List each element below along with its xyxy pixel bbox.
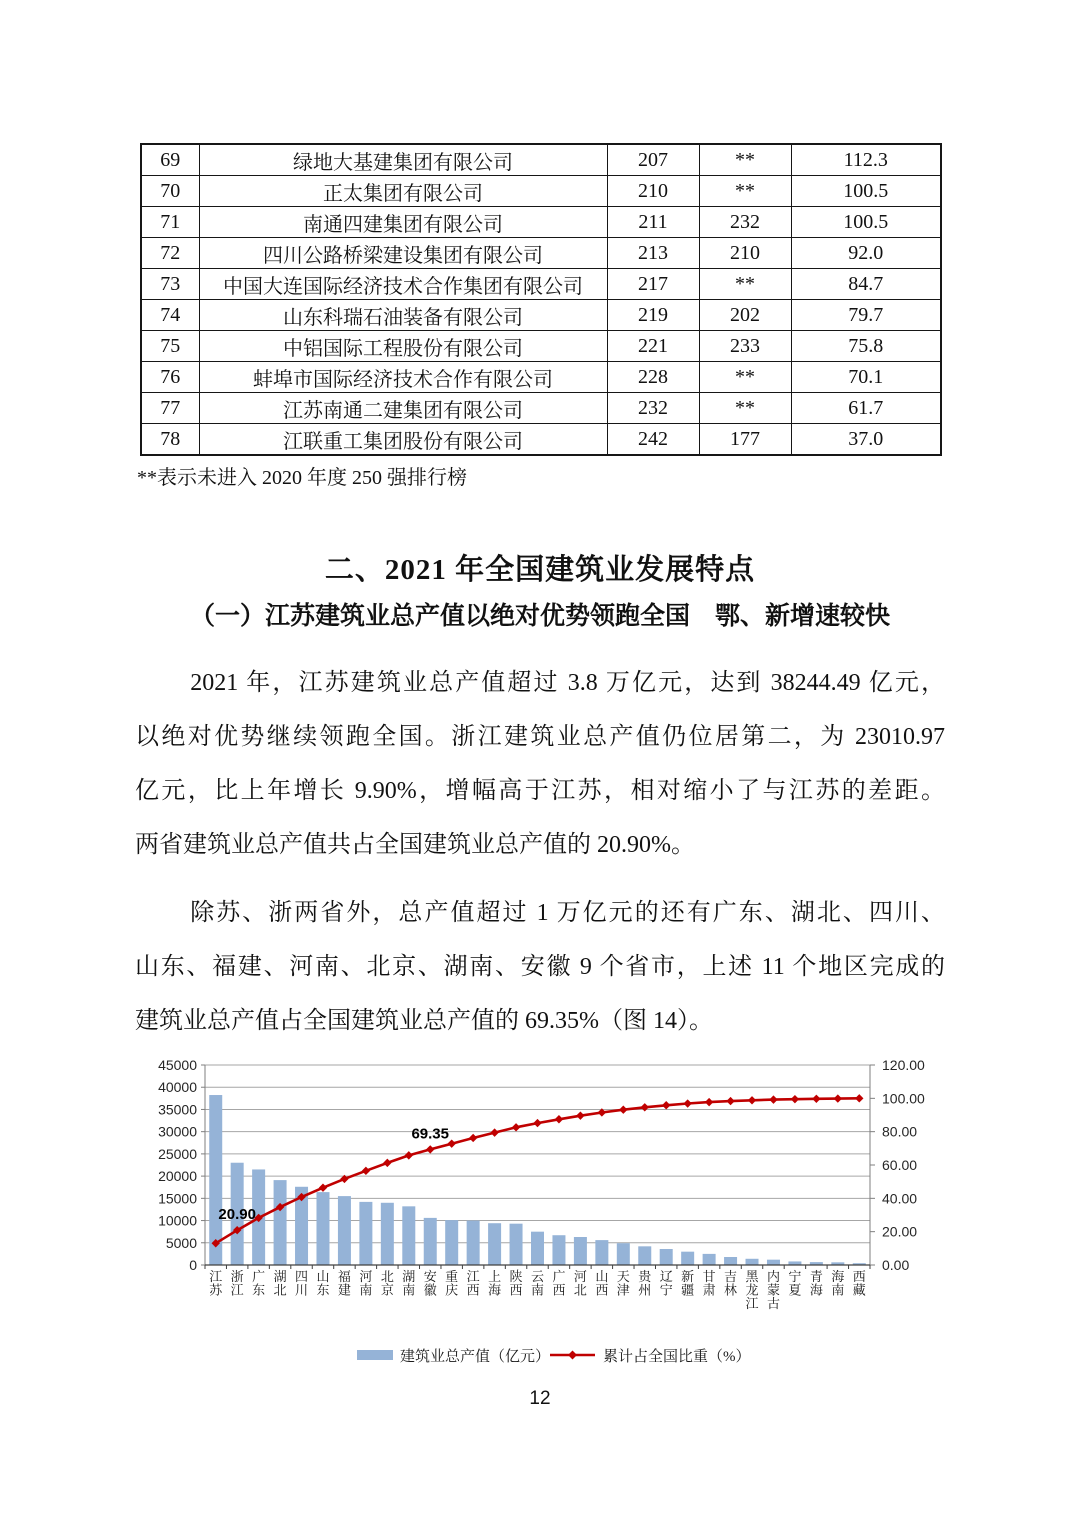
value3-cell: 84.7 [791,269,941,300]
bar-吉林 [724,1257,737,1265]
svg-text:69.35: 69.35 [411,1125,450,1143]
line-marker-icon [383,1159,391,1167]
company-name-cell: 江联重工集团股份有限公司 [199,424,607,456]
svg-text:45000: 45000 [158,1057,197,1073]
company-name-cell: 蚌埠市国际经济技术合作有限公司 [199,362,607,393]
bar-广西 [552,1235,565,1265]
line-marker-icon [319,1184,327,1192]
table-row [141,238,941,269]
rank-cell: 78 [141,424,199,456]
line-marker-icon [748,1096,756,1104]
svg-text:山东: 山东 [316,1269,330,1298]
rank-cell: 75 [141,331,199,362]
svg-text:广西: 广西 [552,1269,566,1298]
svg-text:四川: 四川 [295,1269,309,1298]
value2-cell: ** [699,393,791,424]
svg-text:内蒙古: 内蒙古 [766,1269,780,1311]
paragraph-line: 两省建筑业总产值共占全国建筑业总产值的 20.90%。 [135,832,695,858]
value1-cell: 210 [607,176,699,207]
subsection-heading: （一）江苏建筑业总产值以绝对优势领跑全国 鄂、新增速较快 [189,603,890,630]
company-name-cell: 江苏南通二建集团有限公司 [199,393,607,424]
value3-cell: 92.0 [791,238,941,269]
value1-cell: 219 [607,300,699,331]
line-marker-icon [555,1115,563,1123]
bar-河北 [574,1237,587,1265]
company-name-cell: 绿地大基建集团有限公司 [199,144,607,176]
rank-cell: 69 [141,144,199,176]
bar-福建 [338,1196,351,1265]
table-row [141,207,941,238]
svg-text:湖北: 湖北 [273,1269,287,1298]
bar-新疆 [681,1252,694,1265]
svg-text:0: 0 [189,1257,197,1273]
svg-text:天津: 天津 [616,1269,630,1298]
value3-cell: 61.7 [791,393,941,424]
line-marker-icon [812,1095,820,1103]
svg-text:广东: 广东 [252,1269,266,1298]
svg-text:0.00: 0.00 [882,1257,910,1273]
figure-14-chart [145,1055,955,1395]
value1-cell: 207 [607,144,699,176]
bar-河南 [359,1202,372,1265]
body-paragraphs [135,656,945,1062]
y-axis-right [870,1057,925,1273]
line-marker-icon [791,1095,799,1103]
line-marker-icon [362,1167,370,1175]
value2-cell: ** [699,269,791,300]
svg-text:贵州: 贵州 [638,1269,652,1298]
svg-text:上海: 上海 [488,1269,502,1298]
svg-text:海南: 海南 [831,1269,845,1298]
svg-text:重庆: 重庆 [445,1269,459,1298]
bar-安徽 [424,1218,437,1265]
svg-text:北京: 北京 [380,1269,394,1298]
company-rank-table [140,143,942,456]
value2-cell: 202 [699,300,791,331]
svg-text:安徽: 安徽 [423,1269,437,1298]
value1-cell: 242 [607,424,699,456]
bar-legend-swatch-icon [357,1350,393,1360]
line-legend-marker-icon [568,1351,577,1360]
paragraph-line: 建筑业总产值占全国建筑业总产值的 69.35%（图 14）。 [135,1008,713,1034]
section-heading: 二、2021 年全国建筑业发展特点 [324,554,756,586]
value2-cell: ** [699,362,791,393]
rank-cell: 76 [141,362,199,393]
value3-cell: 70.1 [791,362,941,393]
value2-cell: ** [699,176,791,207]
table-row [141,393,941,424]
company-name-cell: 中国大连国际经济技术合作集团有限公司 [199,269,607,300]
svg-text:辽宁: 辽宁 [659,1269,673,1298]
svg-text:宁夏: 宁夏 [788,1269,802,1298]
line-marker-icon [426,1145,434,1153]
svg-text:40.00: 40.00 [882,1190,918,1207]
value1-cell: 211 [607,207,699,238]
svg-text:河北: 河北 [573,1269,587,1298]
value2-cell: 177 [699,424,791,456]
value2-cell: 233 [699,331,791,362]
line-marker-icon [769,1095,777,1103]
bar-陕西 [510,1224,523,1265]
line-marker-icon [834,1094,842,1102]
table-row [141,269,941,300]
value2-cell: 210 [699,238,791,269]
bar-湖北 [274,1180,287,1265]
value1-cell: 228 [607,362,699,393]
svg-text:青海: 青海 [809,1269,823,1298]
svg-text:60.00: 60.00 [882,1157,918,1173]
rank-cell: 74 [141,300,199,331]
svg-text:甘肃: 甘肃 [702,1269,716,1298]
company-name-cell: 四川公路桥梁建设集团有限公司 [199,238,607,269]
y-axis-left [158,1057,205,1273]
bar-辽宁 [660,1249,673,1265]
chart-legend [357,1347,751,1365]
bar-甘肃 [703,1254,716,1265]
value3-cell: 37.0 [791,424,941,456]
svg-text:陕西: 陕西 [509,1269,523,1298]
svg-text:西藏: 西藏 [852,1269,866,1298]
svg-text:40000: 40000 [158,1079,197,1096]
svg-text:35000: 35000 [158,1101,197,1118]
svg-text:15000: 15000 [158,1190,197,1207]
paragraph-line: 亿元，比上年增长 9.90%，增幅高于江苏，相对缩小了与江苏的差距。 [135,778,945,804]
line-marker-icon [683,1099,691,1107]
rank-cell: 72 [141,238,199,269]
bar-天津 [617,1243,630,1265]
svg-text:20000: 20000 [158,1168,197,1185]
bar-山东 [316,1192,329,1265]
category-labels [209,1269,866,1311]
line-marker-icon [405,1151,413,1159]
company-name-cell: 正太集团有限公司 [199,176,607,207]
bar-上海 [488,1223,501,1265]
svg-text:20.00: 20.00 [882,1223,918,1240]
bar-江西 [467,1221,480,1265]
bar-北京 [381,1203,394,1265]
line-marker-icon [619,1106,627,1114]
line-marker-icon [726,1097,734,1105]
svg-text:河南: 河南 [359,1269,373,1298]
value3-cell: 112.3 [791,144,941,176]
bar-重庆 [445,1220,458,1265]
value3-cell: 75.8 [791,331,941,362]
rank-cell: 71 [141,207,199,238]
value1-cell: 213 [607,238,699,269]
paragraph-line: 2021 年，江苏建筑业总产值超过 3.8 万亿元，达到 38244.49 亿元， [190,670,945,696]
value1-cell: 221 [607,331,699,362]
rank-cell: 77 [141,393,199,424]
bar-云南 [531,1232,544,1265]
cumulative-line-series [212,1094,864,1247]
company-table-body [141,144,941,455]
page-number: 12 [529,1388,551,1409]
company-name-cell: 山东科瑞石油装备有限公司 [199,300,607,331]
value3-cell: 100.5 [791,207,941,238]
company-name-cell: 中铝国际工程股份有限公司 [199,331,607,362]
value1-cell: 217 [607,269,699,300]
line-marker-icon [533,1119,541,1127]
line-legend-label: 累计占全国比重（%） [603,1349,751,1365]
rank-cell: 70 [141,176,199,207]
svg-text:云南: 云南 [530,1269,545,1298]
table-row [141,144,941,176]
bar-贵州 [638,1246,651,1265]
svg-text:25000: 25000 [158,1145,197,1162]
svg-text:80.00: 80.00 [882,1123,918,1140]
table-row [141,300,941,331]
svg-text:120.00: 120.00 [882,1057,925,1073]
value1-cell: 232 [607,393,699,424]
paragraph-line: 山东、福建、河南、北京、湖南、安徽 9 个省市，上述 11 个地区完成的 [135,954,945,980]
line-marker-icon [512,1123,520,1131]
svg-text:江苏: 江苏 [209,1269,223,1298]
table-row [141,331,941,362]
bar-legend-label: 建筑业总产值（亿元） [400,1349,551,1365]
svg-text:福建: 福建 [337,1269,351,1298]
rank-cell: 73 [141,269,199,300]
line-marker-icon [576,1111,584,1119]
line-marker-icon [855,1094,863,1102]
svg-text:10000: 10000 [158,1212,197,1229]
paragraph-line: 以绝对优势继续领跑全国。浙江建筑业总产值仍位居第二，为 23010.97 [135,724,945,750]
paragraph [135,886,945,1048]
line-marker-icon [641,1103,649,1111]
svg-text:5000: 5000 [165,1234,197,1251]
svg-text:新疆: 新疆 [681,1269,695,1298]
line-marker-icon [662,1101,670,1109]
svg-text:江西: 江西 [466,1269,480,1298]
value2-cell: ** [699,144,791,176]
svg-text:30000: 30000 [158,1123,197,1140]
table-row [141,424,941,456]
line-marker-icon [705,1098,713,1106]
bar-山西 [595,1240,608,1265]
line-marker-icon [490,1128,498,1136]
table-footnote: **表示未进入 2020 年度 250 强排行榜 [137,467,467,489]
bar-黑龙江 [746,1259,759,1265]
value3-cell: 79.7 [791,300,941,331]
table-row [141,176,941,207]
svg-text:20.90: 20.90 [218,1206,256,1224]
svg-text:吉林: 吉林 [724,1269,738,1298]
value2-cell: 232 [699,207,791,238]
svg-text:100.00: 100.00 [882,1090,925,1107]
paragraph-line: 除苏、浙两省外，总产值超过 1 万亿元的还有广东、湖北、四川、 [190,900,945,926]
bar-湖南 [402,1206,415,1265]
line-marker-icon [469,1134,477,1142]
company-name-cell: 南通四建集团有限公司 [199,207,607,238]
svg-text:山西: 山西 [595,1269,609,1298]
svg-text:浙江: 浙江 [230,1269,244,1298]
value3-cell: 100.5 [791,176,941,207]
svg-text:湖南: 湖南 [402,1269,416,1298]
table-row [141,362,941,393]
paragraph [135,656,945,872]
svg-text:黑龙江: 黑龙江 [745,1269,759,1311]
bar-内蒙古 [767,1260,780,1265]
